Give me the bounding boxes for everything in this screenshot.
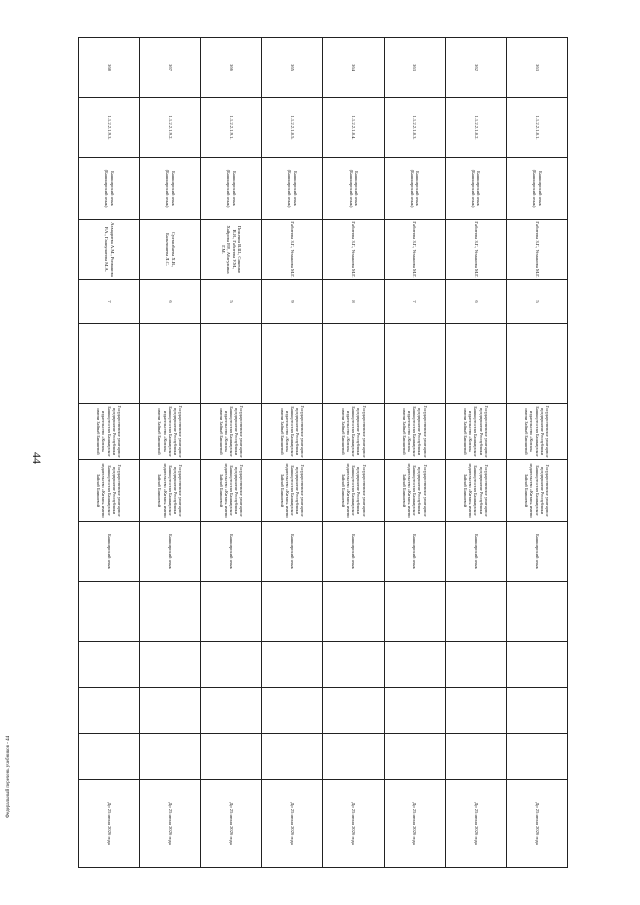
row-publisher: Государственное унитарное предприятие Республики Башкортостан Башкирское издательство «Китап» имени Зайнаб Биишевой <box>506 404 567 460</box>
row-authors: Габитова З.Г., Усманова М.Г. <box>445 220 506 280</box>
table-row <box>140 38 201 868</box>
empty-cell <box>201 324 262 404</box>
empty-cell <box>262 582 323 642</box>
row-number: 363 <box>384 38 445 98</box>
row-publisher-alt: Государственное унитарное предприятие Республики Башкортостан Башкирское издательство «Китап» имени Зайнаб Биишевой <box>506 460 567 522</box>
row-grade: 7 <box>384 280 445 324</box>
row-code: 1.1.2.2.1.9.2. <box>140 98 201 158</box>
row-grade: 9 <box>262 280 323 324</box>
empty-cell <box>262 688 323 734</box>
empty-cell <box>384 688 445 734</box>
empty-cell <box>445 582 506 642</box>
row-language: Башкирский язык <box>323 522 384 582</box>
row-title: Башкирский язык (Башкирский язык) <box>506 158 567 220</box>
row-publisher: Государственное унитарное предприятие Республики Башкортостан Башкирское издательство «Китап» имени Зайнаб Биишевой <box>262 404 323 460</box>
row-language: Башкирский язык <box>445 522 506 582</box>
row-valid-until: До 25 июня 2026 года <box>262 780 323 868</box>
row-number: 365 <box>262 38 323 98</box>
table-row <box>262 38 323 868</box>
row-publisher-alt: Государственное унитарное предприятие Республики Башкортостан Башкирское издательство «Китап» имени Зайнаб Биишевой <box>323 460 384 522</box>
row-authors: Габитова З.Г., Усманова М.Г. <box>323 220 384 280</box>
row-title: Башкирский язык (Башкирский язык) <box>79 158 140 220</box>
empty-cell <box>201 734 262 780</box>
row-authors: Габитова З.Г., Усманова М.Г. <box>262 220 323 280</box>
empty-cell <box>384 582 445 642</box>
row-grade: 8 <box>323 280 384 324</box>
row-publisher-alt: Государственное унитарное предприятие Республики Башкортостан Башкирское издательство «Китап» имени Зайнаб Биишевой <box>445 460 506 522</box>
row-grade: 7 <box>79 280 140 324</box>
table-row <box>384 38 445 868</box>
row-grade: 5 <box>201 280 262 324</box>
empty-cell <box>323 582 384 642</box>
row-grade: 6 <box>445 280 506 324</box>
row-title: Башкирский язык (Башкирский язык) <box>445 158 506 220</box>
empty-cell <box>79 734 140 780</box>
row-code: 1.1.2.2.1.9.3. <box>79 98 140 158</box>
empty-cell <box>140 642 201 688</box>
row-publisher: Государственное унитарное предприятие Республики Башкортостан Башкирское издательство «Китап» имени Зайнаб Биишевой <box>445 404 506 460</box>
empty-cell <box>262 324 323 404</box>
empty-cell <box>323 734 384 780</box>
empty-cell <box>506 642 567 688</box>
empty-cell <box>140 324 201 404</box>
row-language: Башкирский язык <box>262 522 323 582</box>
table-row <box>201 38 262 868</box>
row-valid-until: До 25 июня 2026 года <box>201 780 262 868</box>
row-language: Башкирский язык <box>506 522 567 582</box>
empty-cell <box>79 642 140 688</box>
row-language: Башкирский язык <box>140 522 201 582</box>
row-valid-until: До 25 июня 2026 года <box>445 780 506 868</box>
empty-cell <box>140 688 201 734</box>
rotated-table-wrapper <box>78 37 568 863</box>
textbook-table <box>78 37 568 868</box>
row-valid-until: До 25 июня 2026 года <box>140 780 201 868</box>
row-code: 1.1.2.2.1.8.5. <box>262 98 323 158</box>
empty-cell <box>384 734 445 780</box>
empty-cell <box>384 642 445 688</box>
table-row <box>445 38 506 868</box>
row-publisher-alt: Государственное унитарное предприятие Республики Башкортостан Башкирское издательство «Китап» имени Зайнаб Биишевой <box>79 460 140 522</box>
row-publisher: Государственное унитарное предприятие Республики Башкортостан Башкирское издательство «Китап» имени Зайнаб Биишевой <box>201 404 262 460</box>
empty-cell <box>201 642 262 688</box>
row-authors: Габитова З.Г., Усманова М.Г. <box>384 220 445 280</box>
row-publisher-alt: Государственное унитарное предприятие Республики Башкортостан Башкирское издательство «Китап» имени Зайнаб Биишевой <box>262 460 323 522</box>
empty-cell <box>201 582 262 642</box>
row-valid-until: До 25 июня 2026 года <box>384 780 445 868</box>
row-publisher-alt: Государственное унитарное предприятие Республики Башкортостан Башкирское издательство «Китап» имени Зайнаб Биишевой <box>140 460 201 522</box>
row-publisher: Государственное унитарное предприятие Республики Башкортостан Башкирское издательство «Китап» имени Зайнаб Биишевой <box>384 404 445 460</box>
empty-cell <box>323 324 384 404</box>
row-number: 362 <box>445 38 506 98</box>
row-number: 367 <box>140 38 201 98</box>
row-grade: 5 <box>506 280 567 324</box>
row-number: 363 <box>506 38 567 98</box>
row-publisher-alt: Государственное унитарное предприятие Республики Башкортостан Башкирское издательство «Китап» имени Зайнаб Биишевой <box>384 460 445 522</box>
empty-cell <box>323 688 384 734</box>
table-row <box>79 38 140 868</box>
empty-cell <box>140 734 201 780</box>
row-authors: Ахмадиева А.М., Ризванова Р.А., Ганиулатова М.А. <box>79 220 140 280</box>
row-language: Башкирский язык <box>79 522 140 582</box>
row-valid-until: До 25 июня 2026 года <box>79 780 140 868</box>
footer-note: Федеральный перечень учебников - 44 <box>6 735 11 818</box>
empty-cell <box>201 688 262 734</box>
empty-cell <box>384 324 445 404</box>
empty-cell <box>323 642 384 688</box>
empty-cell <box>140 582 201 642</box>
empty-cell <box>262 642 323 688</box>
row-code: 1.1.2.2.1.8.1. <box>506 98 567 158</box>
row-language: Башкирский язык <box>201 522 262 582</box>
row-publisher-alt: Государственное унитарное предприятие Республики Башкортостан Башкирское издательство «Китап» имени Зайнаб Биишевой <box>201 460 262 522</box>
row-authors: Псянчин В.Ш., Синенко В.Я., Габитова У.М., Хайрова Р.Р., Аблгужина Г.М. <box>201 220 262 280</box>
row-number: 368 <box>79 38 140 98</box>
empty-cell <box>79 688 140 734</box>
row-title: Башкирский язык (Башкирский язык) <box>140 158 201 220</box>
row-valid-until: До 25 июня 2026 года <box>506 780 567 868</box>
row-code: 1.1.2.2.1.8.3. <box>384 98 445 158</box>
row-title: Башкирский язык (Башкирский язык) <box>201 158 262 220</box>
empty-cell <box>445 324 506 404</box>
table-row <box>506 38 567 868</box>
table-row <box>323 38 384 868</box>
empty-cell <box>262 734 323 780</box>
row-title: Башкирский язык (Башкирский язык) <box>384 158 445 220</box>
row-number: 366 <box>201 38 262 98</box>
empty-cell <box>445 734 506 780</box>
empty-cell <box>445 688 506 734</box>
row-code: 1.1.2.2.1.9.1. <box>201 98 262 158</box>
empty-cell <box>506 582 567 642</box>
empty-cell <box>445 642 506 688</box>
row-code: 1.1.2.2.1.8.2. <box>445 98 506 158</box>
empty-cell <box>79 582 140 642</box>
row-publisher: Государственное унитарное предприятие Республики Башкортостан Башкирское издательство «Китап» имени Зайнаб Биишевой <box>140 404 201 460</box>
empty-cell <box>506 324 567 404</box>
row-authors: Габитова З.Г., Усманова М.Г. <box>506 220 567 280</box>
row-publisher: Государственное унитарное предприятие Республики Башкортостан Башкирское издательство «Китап» имени Зайнаб Биишевой <box>79 404 140 460</box>
row-code: 1.1.2.2.1.8.4. <box>323 98 384 158</box>
row-language: Башкирский язык <box>384 522 445 582</box>
row-grade: 6 <box>140 280 201 324</box>
row-publisher: Государственное унитарное предприятие Республики Башкортостан Башкирское издательство «Китап» имени Зайнаб Биишевой <box>323 404 384 460</box>
empty-cell <box>506 734 567 780</box>
row-number: 364 <box>323 38 384 98</box>
row-title: Башкирский язык (Башкирский язык) <box>262 158 323 220</box>
row-valid-until: До 25 июня 2026 года <box>323 780 384 868</box>
row-authors: Султанбаева Х.В., Бальтишева Л.С. <box>140 220 201 280</box>
row-title: Башкирский язык (Башкирский язык) <box>323 158 384 220</box>
empty-cell <box>79 324 140 404</box>
page-number: 44 <box>30 452 44 464</box>
empty-cell <box>506 688 567 734</box>
